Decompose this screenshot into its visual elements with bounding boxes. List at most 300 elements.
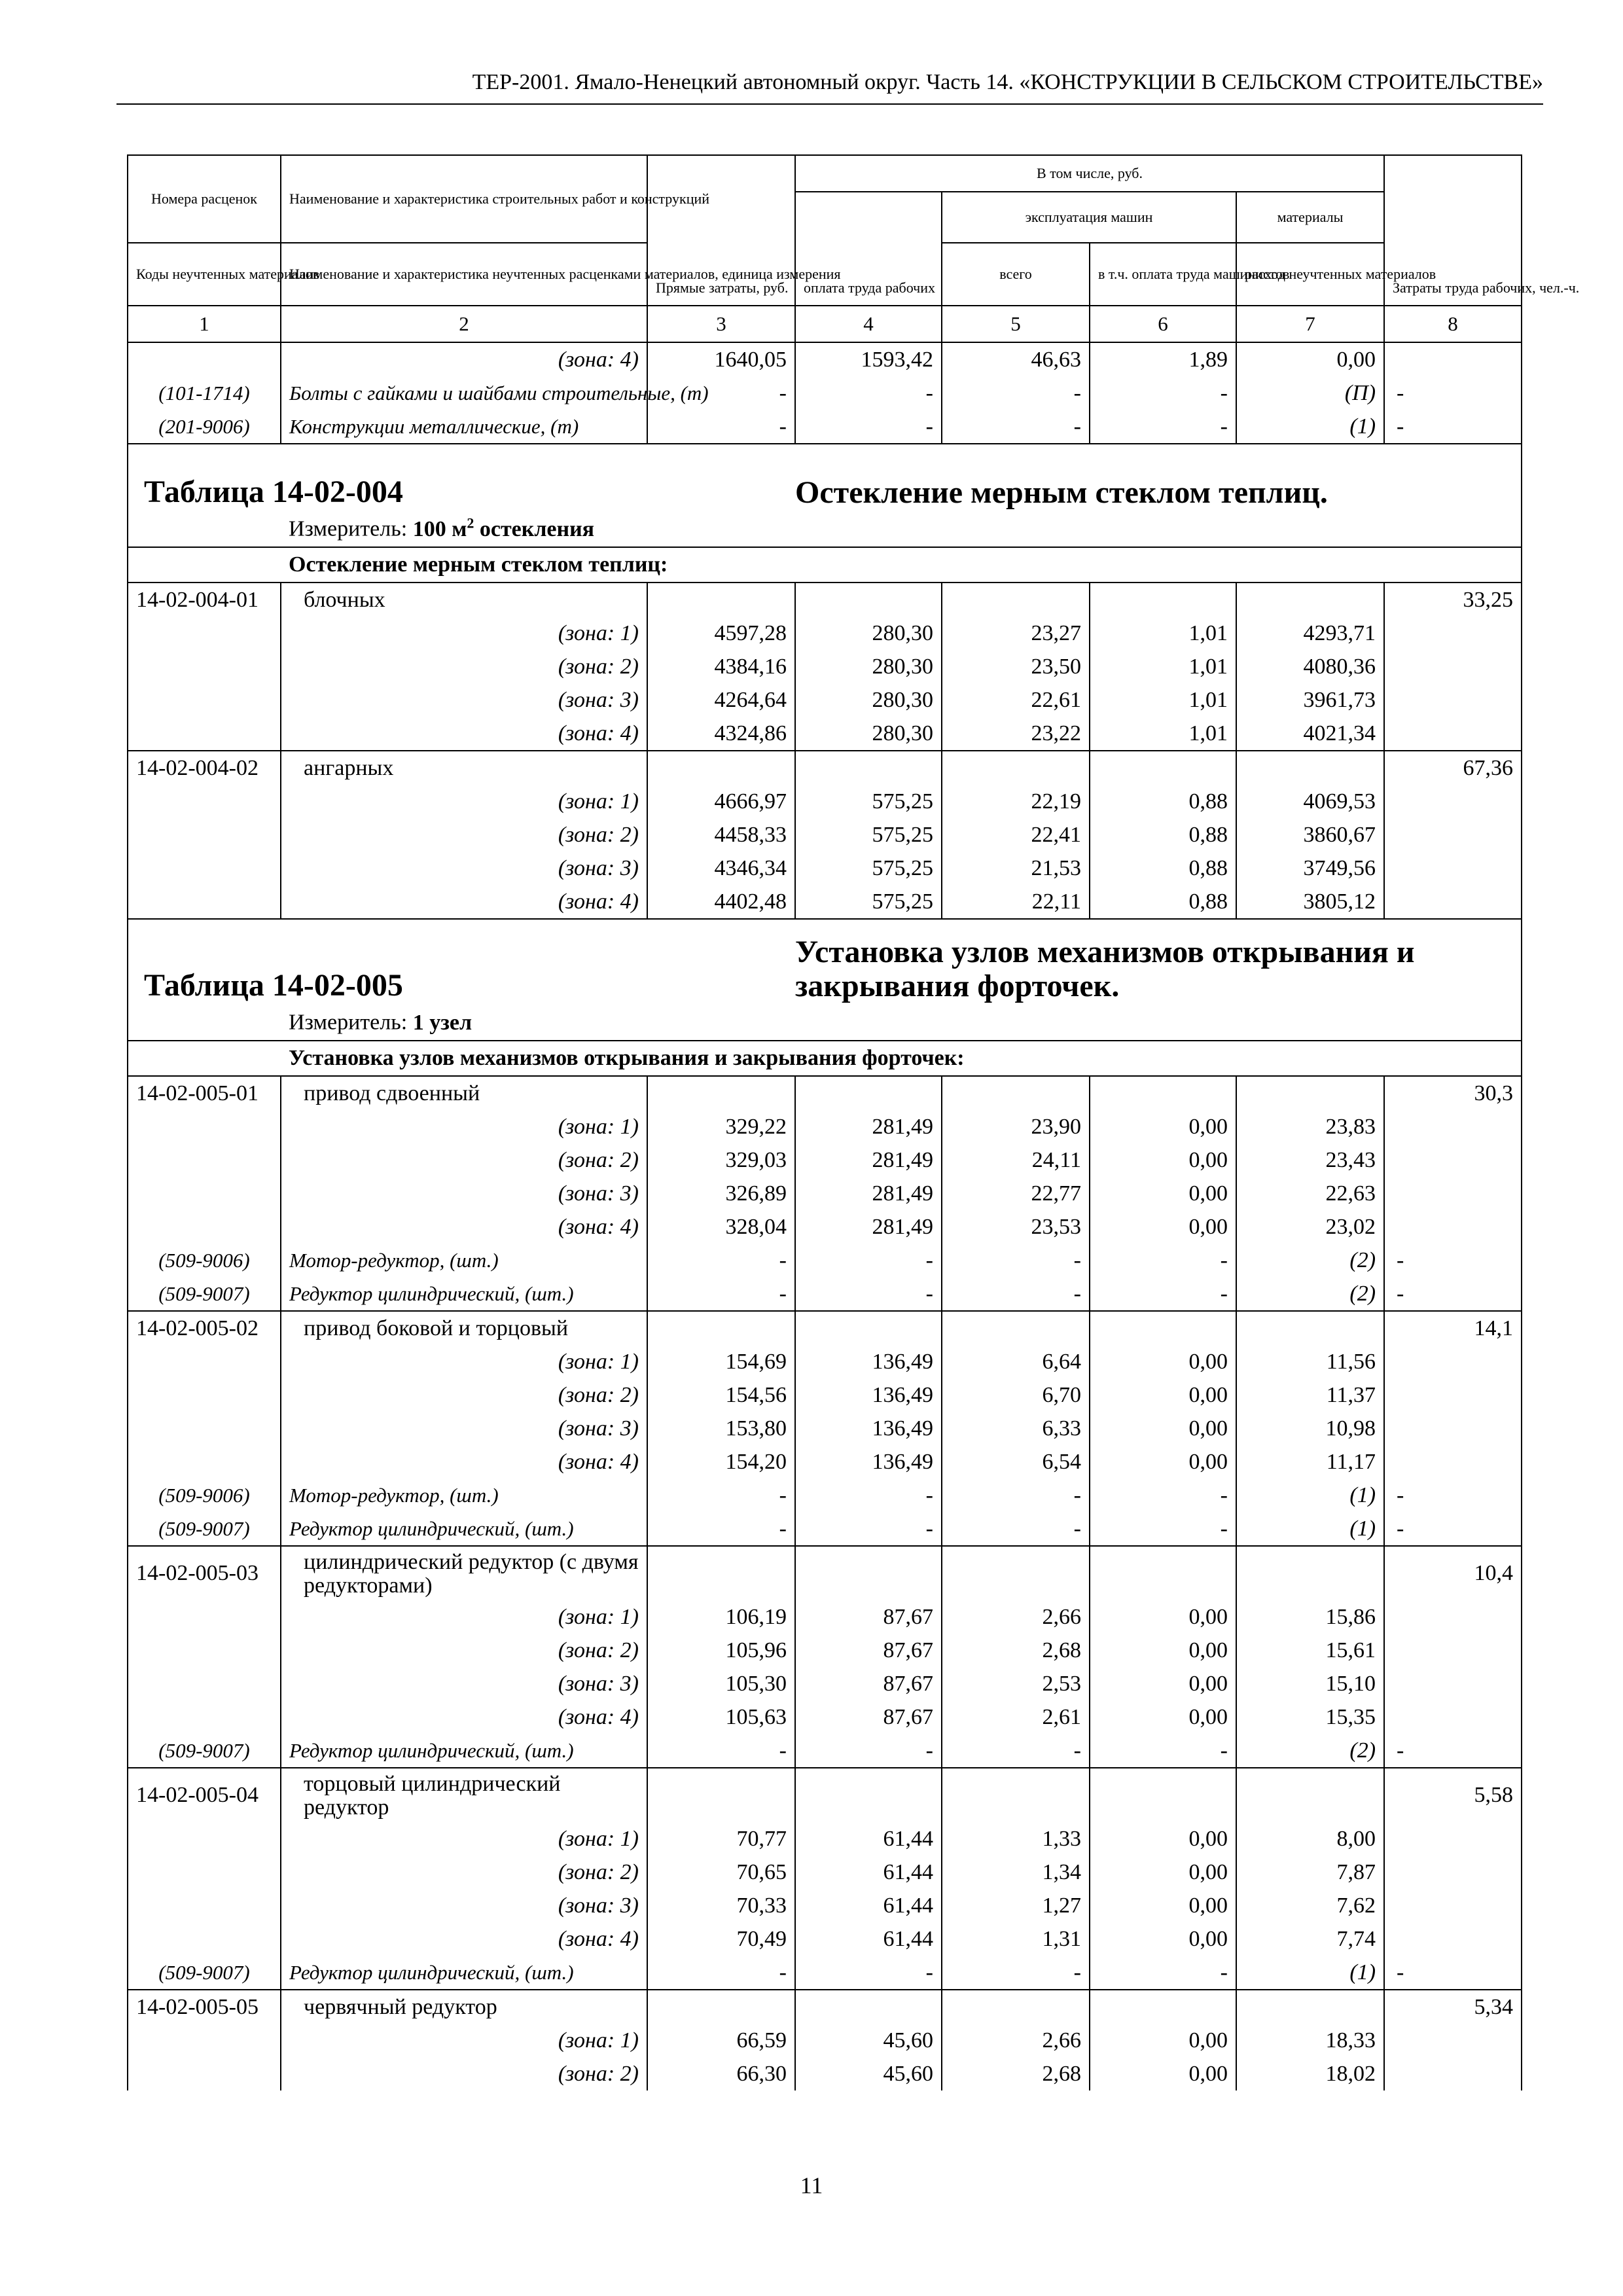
- value-cell: 4324,86: [647, 717, 795, 751]
- zone-label: (зона: 1): [281, 1600, 647, 1634]
- rate-name: привод сдвоенный: [281, 1076, 647, 1110]
- value-cell: 0,00: [1090, 1345, 1236, 1378]
- empty-cell: [795, 1990, 942, 2024]
- material-code: (201-9006): [128, 410, 281, 444]
- value-cell: 4293,71: [1236, 617, 1384, 650]
- labor-cell: [1384, 342, 1522, 376]
- zone-row: [128, 1177, 1522, 1210]
- dash-cell: -: [1090, 1277, 1236, 1311]
- value-cell: 61,44: [795, 1822, 942, 1856]
- dash-cell: -: [647, 1512, 795, 1546]
- zone-row: [128, 1110, 1522, 1143]
- value-cell: 87,67: [795, 1634, 942, 1667]
- value-cell: 0,00: [1090, 2024, 1236, 2057]
- value-cell: 4021,34: [1236, 717, 1384, 751]
- value-cell: 21,53: [942, 852, 1090, 885]
- labor-cell: [1384, 885, 1522, 919]
- dash-cell: -: [942, 1479, 1090, 1512]
- material-code: (509-9006): [128, 1244, 281, 1277]
- dash-cell: -: [795, 1956, 942, 1990]
- dash-cell: -: [795, 1277, 942, 1311]
- labor-cell: [1384, 1700, 1522, 1734]
- empty-cell: [795, 583, 942, 617]
- value-cell: 281,49: [795, 1210, 942, 1244]
- rate-code: 14-02-004-02: [128, 751, 281, 785]
- value-cell: 0,88: [1090, 785, 1236, 818]
- value-cell: 136,49: [795, 1412, 942, 1445]
- value-cell: 4597,28: [647, 617, 795, 650]
- zone-label: (зона: 4): [281, 1210, 647, 1244]
- rate-name: ангарных: [281, 751, 647, 785]
- rate-code: [128, 785, 281, 818]
- column-number: 8: [1384, 306, 1522, 342]
- rate-code: [128, 1634, 281, 1667]
- zone-row: [128, 852, 1522, 885]
- head-machines-total: всего: [942, 243, 1090, 306]
- material-code: (101-1714): [128, 376, 281, 410]
- dash-cell: -: [942, 1956, 1090, 1990]
- rate-code: [128, 818, 281, 852]
- dash-cell: -: [647, 1244, 795, 1277]
- value-cell: 0,00: [1090, 1889, 1236, 1922]
- zone-row: [128, 617, 1522, 650]
- section-title: Установка узлов механизмов открывания и закрывания форточек:: [281, 1041, 1522, 1076]
- empty-cell: [795, 751, 942, 785]
- column-number: 7: [1236, 306, 1384, 342]
- labor-cost: 5,34: [1384, 1990, 1522, 2024]
- zone-row: [128, 2024, 1522, 2057]
- value-cell: 3860,67: [1236, 818, 1384, 852]
- labor-cell: [1384, 1600, 1522, 1634]
- empty-cell: [1090, 1546, 1236, 1600]
- rate-code: [128, 2024, 281, 2057]
- empty-cell: [795, 1076, 942, 1110]
- labor-cell: [1384, 2057, 1522, 2090]
- empty-cell: [1236, 1768, 1384, 1822]
- value-cell: 70,49: [647, 1922, 795, 1956]
- dash-cell: -: [647, 1956, 795, 1990]
- head-labor-pay: оплата труда рабочих: [795, 192, 942, 306]
- head-unaccounted-consumption: расход неучтенных материалов: [1236, 243, 1384, 306]
- dash-cell: -: [647, 376, 795, 410]
- empty-cell: [647, 1546, 795, 1600]
- labor-cell: [1384, 852, 1522, 885]
- labor-cell: [1384, 1822, 1522, 1856]
- value-cell: 23,53: [942, 1210, 1090, 1244]
- value-cell: 0,00: [1236, 342, 1384, 376]
- value-cell: 1640,05: [647, 342, 795, 376]
- zone-label: (зона: 1): [281, 785, 647, 818]
- dash-cell: -: [647, 410, 795, 444]
- value-cell: 328,04: [647, 1210, 795, 1244]
- zone-row: [128, 1856, 1522, 1889]
- rate-code: 14-02-005-05: [128, 1990, 281, 2024]
- meter-unit: 1 узел: [412, 1010, 473, 1035]
- value-cell: 1,27: [942, 1889, 1090, 1922]
- value-cell: 0,00: [1090, 1412, 1236, 1445]
- head-rate-numbers: Номера расценок: [128, 155, 281, 243]
- zone-row: [128, 683, 1522, 717]
- value-cell: 7,87: [1236, 1856, 1384, 1889]
- empty-cell: [942, 1311, 1090, 1345]
- value-cell: 153,80: [647, 1412, 795, 1445]
- zone-label: (зона: 2): [281, 818, 647, 852]
- head-unaccounted-names: Наименование и характеристика неучтенных расценками материалов, единица измерения: [281, 243, 647, 306]
- value-cell: 22,77: [942, 1177, 1090, 1210]
- material-name: Болты с гайками и шайбами строительные, (т): [281, 376, 647, 410]
- labor-cell: [1384, 1889, 1522, 1922]
- value-cell: 45,60: [795, 2024, 942, 2057]
- dash-cell: -: [1384, 1512, 1522, 1546]
- rate-code: [128, 1345, 281, 1378]
- head-work-name: Наименование и характеристика строительных работ и конструкций: [281, 155, 647, 243]
- zone-row: [128, 1600, 1522, 1634]
- value-cell: 1,01: [1090, 617, 1236, 650]
- labor-cost: 30,3: [1384, 1076, 1522, 1110]
- dash-cell: -: [1384, 1734, 1522, 1768]
- value-cell: 0,00: [1090, 1667, 1236, 1700]
- material-code: (509-9006): [128, 1479, 281, 1512]
- labor-cell: [1384, 650, 1522, 683]
- spacer-cell: [128, 444, 1522, 460]
- column-number: 3: [647, 306, 795, 342]
- value-cell: 280,30: [795, 617, 942, 650]
- head-materials: материалы: [1236, 192, 1384, 243]
- zone-label: (зона: 1): [281, 1345, 647, 1378]
- labor-cell: [1384, 1210, 1522, 1244]
- empty-cell: [1236, 1311, 1384, 1345]
- zone-row: [128, 1889, 1522, 1922]
- material-consumption: (1): [1236, 1512, 1384, 1546]
- table-meter-row: [128, 510, 1522, 547]
- zone-label: (зона: 3): [281, 852, 647, 885]
- material-code: (509-9007): [128, 1956, 281, 1990]
- dash-cell: -: [1384, 1956, 1522, 1990]
- empty-cell: [647, 1076, 795, 1110]
- head-machinists-pay: в т.ч. оплата труда машинистов: [1090, 243, 1236, 306]
- dash-cell: -: [942, 1734, 1090, 1768]
- dash-cell: -: [1384, 376, 1522, 410]
- rate-row: [128, 1076, 1522, 1110]
- rate-code: [128, 1822, 281, 1856]
- value-cell: 281,49: [795, 1143, 942, 1177]
- zone-label: (зона: 4): [281, 1445, 647, 1479]
- table-body: [128, 342, 1522, 2090]
- value-cell: 87,67: [795, 1700, 942, 1734]
- zone-row: [128, 1143, 1522, 1177]
- rate-code: [128, 1667, 281, 1700]
- empty-cell: [942, 1768, 1090, 1822]
- value-cell: 154,20: [647, 1445, 795, 1479]
- value-cell: 10,98: [1236, 1412, 1384, 1445]
- zone-label: (зона: 2): [281, 1634, 647, 1667]
- zone-label: (зона: 2): [281, 1378, 647, 1412]
- labor-cell: [1384, 1345, 1522, 1378]
- zone-row: [128, 1667, 1522, 1700]
- dash-cell: -: [1384, 1244, 1522, 1277]
- rate-code: [128, 1378, 281, 1412]
- zone-row: [128, 1822, 1522, 1856]
- zone-label: (зона: 4): [281, 885, 647, 919]
- value-cell: 4346,34: [647, 852, 795, 885]
- rate-code: [128, 1600, 281, 1634]
- material-name: Редуктор цилиндрический, (шт.): [281, 1277, 647, 1311]
- labor-cell: [1384, 717, 1522, 751]
- labor-cell: [1384, 1634, 1522, 1667]
- value-cell: 136,49: [795, 1445, 942, 1479]
- empty-cell: [647, 1311, 795, 1345]
- meter-rest: остекления: [474, 516, 595, 541]
- dash-cell: -: [942, 410, 1090, 444]
- empty-cell: [647, 1768, 795, 1822]
- zone-row: [128, 1445, 1522, 1479]
- value-cell: 0,00: [1090, 1634, 1236, 1667]
- value-cell: 0,00: [1090, 1700, 1236, 1734]
- dash-cell: -: [942, 1277, 1090, 1311]
- material-name: Редуктор цилиндрический, (шт.): [281, 1956, 647, 1990]
- dash-cell: -: [1090, 376, 1236, 410]
- column-numbers-row: [128, 306, 1522, 342]
- zone-label: (зона: 2): [281, 2057, 647, 2090]
- spacer-row: [128, 919, 1522, 935]
- dash-cell: -: [1090, 1479, 1236, 1512]
- material-consumption: (2): [1236, 1734, 1384, 1768]
- price-table: [127, 154, 1580, 2090]
- rate-row: [128, 1311, 1522, 1345]
- material-row: [128, 1244, 1522, 1277]
- value-cell: 4069,53: [1236, 785, 1384, 818]
- empty-cell: [1090, 1076, 1236, 1110]
- rate-row: [128, 583, 1522, 617]
- rate-code: [128, 1856, 281, 1889]
- rate-code: 14-02-005-02: [128, 1311, 281, 1345]
- value-cell: 136,49: [795, 1378, 942, 1412]
- value-cell: 575,25: [795, 818, 942, 852]
- section-spacer: [128, 547, 281, 583]
- rate-code: [128, 1110, 281, 1143]
- value-cell: 4666,97: [647, 785, 795, 818]
- dash-cell: -: [942, 376, 1090, 410]
- labor-cost: 5,58: [1384, 1768, 1522, 1822]
- value-cell: 18,33: [1236, 2024, 1384, 2057]
- value-cell: 23,43: [1236, 1143, 1384, 1177]
- rate-code: [128, 1922, 281, 1956]
- value-cell: 22,19: [942, 785, 1090, 818]
- value-cell: 22,41: [942, 818, 1090, 852]
- value-cell: 3961,73: [1236, 683, 1384, 717]
- rate-code: [128, 1889, 281, 1922]
- value-cell: 61,44: [795, 1889, 942, 1922]
- material-consumption: (2): [1236, 1244, 1384, 1277]
- zone-row: [128, 1210, 1522, 1244]
- labor-cell: [1384, 1378, 1522, 1412]
- value-cell: 2,68: [942, 2057, 1090, 2090]
- value-cell: 70,65: [647, 1856, 795, 1889]
- material-name: Редуктор цилиндрический, (шт.): [281, 1734, 647, 1768]
- rate-name: блочных: [281, 583, 647, 617]
- labor-cost: 67,36: [1384, 751, 1522, 785]
- value-cell: 46,63: [942, 342, 1090, 376]
- rate-code: 14-02-005-01: [128, 1076, 281, 1110]
- value-cell: 7,74: [1236, 1922, 1384, 1956]
- material-consumption: (1): [1236, 1479, 1384, 1512]
- material-name: Конструкции металлические, (т): [281, 410, 647, 444]
- value-cell: 6,70: [942, 1378, 1090, 1412]
- table-title-row: [128, 460, 1522, 510]
- spacer-cell: [128, 919, 1522, 935]
- dash-cell: -: [795, 410, 942, 444]
- empty-cell: [942, 751, 1090, 785]
- value-cell: 2,61: [942, 1700, 1090, 1734]
- rate-name: привод боковой и торцовый: [281, 1311, 647, 1345]
- labor-cell: [1384, 818, 1522, 852]
- meter-superscript: 2: [467, 514, 474, 531]
- labor-cell: [1384, 1445, 1522, 1479]
- zone-label: (зона: 2): [281, 1143, 647, 1177]
- zone-row: [128, 342, 1522, 376]
- empty-cell: [647, 1990, 795, 2024]
- meter-unit: 100 м: [412, 516, 467, 541]
- zone-label: (зона: 1): [281, 2024, 647, 2057]
- value-cell: 23,90: [942, 1110, 1090, 1143]
- rate-code: [128, 1210, 281, 1244]
- zone-label: (зона: 3): [281, 1177, 647, 1210]
- empty-cell: [795, 1311, 942, 1345]
- dash-cell: -: [1090, 1956, 1236, 1990]
- material-row: [128, 1734, 1522, 1768]
- dash-cell: -: [1090, 1734, 1236, 1768]
- empty-cell: [1090, 1768, 1236, 1822]
- rate-row: [128, 1990, 1522, 2024]
- labor-cell: [1384, 1922, 1522, 1956]
- value-cell: 24,11: [942, 1143, 1090, 1177]
- value-cell: 6,64: [942, 1345, 1090, 1378]
- empty-cell: [1236, 1076, 1384, 1110]
- rate-row: [128, 1546, 1522, 1600]
- value-cell: 0,88: [1090, 852, 1236, 885]
- rate-code: [128, 852, 281, 885]
- value-cell: 22,61: [942, 683, 1090, 717]
- value-cell: 23,27: [942, 617, 1090, 650]
- dash-cell: -: [1384, 1277, 1522, 1311]
- rate-code: 14-02-005-04: [128, 1768, 281, 1822]
- rate-name: торцовый цилиндрический редуктор: [281, 1768, 647, 1822]
- value-cell: 2,53: [942, 1667, 1090, 1700]
- empty-cell: [647, 751, 795, 785]
- zone-row: [128, 1634, 1522, 1667]
- value-cell: 1,01: [1090, 650, 1236, 683]
- labor-cell: [1384, 2024, 1522, 2057]
- section-title: Остекление мерным стеклом теплиц:: [281, 547, 1522, 583]
- zone-row: [128, 818, 1522, 852]
- labor-cell: [1384, 1856, 1522, 1889]
- labor-cost: 10,4: [1384, 1546, 1522, 1600]
- zone-label: (зона: 3): [281, 683, 647, 717]
- value-cell: 154,69: [647, 1345, 795, 1378]
- value-cell: 329,22: [647, 1110, 795, 1143]
- zone-row: [128, 2057, 1522, 2090]
- material-consumption: (1): [1236, 410, 1384, 444]
- meter-label: Измеритель:: [289, 516, 413, 541]
- rate-code: [128, 1143, 281, 1177]
- meter-label: Измеритель:: [289, 1010, 413, 1035]
- value-cell: 22,63: [1236, 1177, 1384, 1210]
- empty-cell: [795, 1768, 942, 1822]
- value-cell: 0,00: [1090, 1378, 1236, 1412]
- value-cell: 106,19: [647, 1600, 795, 1634]
- value-cell: 136,49: [795, 1345, 942, 1378]
- value-cell: 18,02: [1236, 2057, 1384, 2090]
- value-cell: 2,68: [942, 1634, 1090, 1667]
- zone-label: (зона: 1): [281, 1822, 647, 1856]
- value-cell: 87,67: [795, 1667, 942, 1700]
- zone-label: (зона: 2): [281, 650, 647, 683]
- labor-cell: [1384, 785, 1522, 818]
- value-cell: 15,61: [1236, 1634, 1384, 1667]
- value-cell: 1,89: [1090, 342, 1236, 376]
- table-number: Таблица 14-02-004: [128, 460, 795, 510]
- running-header: ТЕР-2001. Ямало-Ненецкий автономный округ. Часть 14. «КОНСТРУКЦИИ В СЕЛЬСКОМ СТРОИТЕЛЬСТВЕ»: [116, 68, 1543, 105]
- zone-row: [128, 885, 1522, 919]
- value-cell: 4264,64: [647, 683, 795, 717]
- value-cell: 45,60: [795, 2057, 942, 2090]
- zone-row: [128, 1922, 1522, 1956]
- rate-code: [128, 885, 281, 919]
- rate-code: [128, 1177, 281, 1210]
- table-number: Таблица 14-02-005: [128, 935, 795, 1003]
- value-cell: 281,49: [795, 1177, 942, 1210]
- column-number: 4: [795, 306, 942, 342]
- table-title: Установка узлов механизмов открывания и закрывания форточек.: [795, 935, 1522, 1003]
- head-unaccounted-codes: Коды неучтенных материалов: [128, 243, 281, 306]
- rate-code: [128, 1700, 281, 1734]
- value-cell: 1,01: [1090, 717, 1236, 751]
- value-cell: 66,59: [647, 2024, 795, 2057]
- value-cell: 0,88: [1090, 885, 1236, 919]
- zone-label: (зона: 4): [281, 1700, 647, 1734]
- material-code: (509-9007): [128, 1512, 281, 1546]
- table-title-row: [128, 935, 1522, 1003]
- value-cell: 11,37: [1236, 1378, 1384, 1412]
- value-cell: 3749,56: [1236, 852, 1384, 885]
- dash-cell: -: [795, 1244, 942, 1277]
- value-cell: 2,66: [942, 1600, 1090, 1634]
- value-cell: 70,77: [647, 1822, 795, 1856]
- dash-cell: -: [647, 1277, 795, 1311]
- empty-cell: [942, 1990, 1090, 2024]
- value-cell: 3805,12: [1236, 885, 1384, 919]
- value-cell: 0,00: [1090, 2057, 1236, 2090]
- rate-name: червячный редуктор: [281, 1990, 647, 2024]
- rate-code: [128, 717, 281, 751]
- rate-code: [128, 342, 281, 376]
- dash-cell: -: [942, 1244, 1090, 1277]
- value-cell: 105,30: [647, 1667, 795, 1700]
- value-cell: 1,34: [942, 1856, 1090, 1889]
- value-cell: 0,00: [1090, 1922, 1236, 1956]
- value-cell: 23,02: [1236, 1210, 1384, 1244]
- spacer-row: [128, 444, 1522, 460]
- labor-cell: [1384, 1177, 1522, 1210]
- zone-row: [128, 785, 1522, 818]
- empty-cell: [1236, 1546, 1384, 1600]
- value-cell: 326,89: [647, 1177, 795, 1210]
- section-title-row: [128, 547, 1522, 583]
- value-cell: 23,22: [942, 717, 1090, 751]
- material-row: [128, 1479, 1522, 1512]
- value-cell: 61,44: [795, 1922, 942, 1956]
- material-name: Редуктор цилиндрический, (шт.): [281, 1512, 647, 1546]
